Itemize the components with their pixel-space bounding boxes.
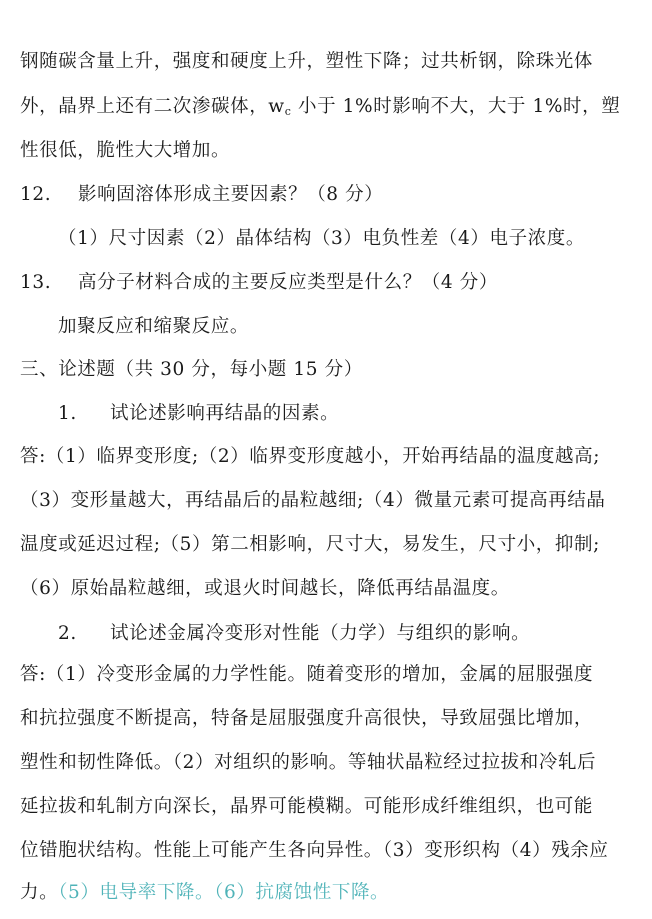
answer-line: 位错胞状结构。性能上可能产生各向异性。（3）变形织构（4）残余应 [20, 840, 609, 861]
question-number: 2. [58, 623, 77, 644]
question-number: 12. [20, 184, 52, 205]
question-text: 高分子材料合成的主要反应类型是什么？（4 分） [78, 272, 498, 293]
answer-line: 和抗拉强度不断提高，特备是屈服强度升高很快，导致屈强比增加， [20, 708, 594, 729]
answer-line: （3）变形量越大，再结晶后的晶粒越细;（4）微量元素可提高再结晶 [20, 490, 606, 511]
essay-question-2 [58, 621, 640, 647]
answer-line: 塑性和韧性降低。（2）对组织的影响。等轴状晶粒经过拉拔和冷轧后 [20, 752, 597, 773]
section-heading: 三、论述题（共 30 分，每小题 15 分） [20, 359, 363, 380]
highlighted-text: （5）电导率下降。（6）抗腐蚀性下降。 [58, 882, 390, 903]
answer-line: （6）原始晶粒越细，或退火时间越长，降低再结晶温度。 [20, 578, 510, 599]
question-number: 1. [58, 403, 77, 424]
question-13 [20, 270, 640, 296]
answer-12: （1）尺寸因素（2）晶体结构（3）电负性差（4）电子浓度。 [58, 228, 585, 249]
question-text: 影响固溶体形成主要因素？（8 分） [78, 184, 384, 205]
text-fragment: 力。 [20, 882, 59, 903]
question-text: 试论述影响再结晶的因素。 [110, 403, 340, 424]
text-line: 钢随碳含量上升，强度和硬度上升，塑性下降；过共析钢，除珠光体 [20, 51, 594, 72]
answer-line: 答:（1）冷变形金属的力学性能。随着变形的增加，金属的屈服强度 [20, 664, 594, 685]
answer-line: 延拉拔和轧制方向深长，晶界可能模糊。可能形成纤维组织，也可能 [20, 796, 594, 817]
answer-line: 答:（1）临界变形度;（2）临界变形度越小，开始再结晶的温度越高; [20, 446, 601, 467]
question-12 [20, 182, 640, 208]
text-fragment: 小于 1%时影响不大，大于 1%时，塑 [291, 96, 621, 117]
question-number: 13. [20, 272, 52, 293]
subscript: c [284, 105, 292, 118]
answer-line: 温度或延迟过程;（5）第二相影响，尺寸大，易发生，尺寸小，抑制; [20, 534, 600, 555]
answer-line-final [20, 880, 640, 906]
text-line [20, 94, 640, 125]
question-text: 试论述金属冷变形对性能（力学）与组织的影响。 [110, 623, 531, 644]
essay-question-1 [58, 401, 640, 427]
text-line: 性很低，脆性大大增加。 [20, 140, 231, 161]
text-fragment: 外，晶界上还有二次渗碳体，w [20, 96, 285, 117]
answer-13: 加聚反应和缩聚反应。 [58, 316, 250, 337]
